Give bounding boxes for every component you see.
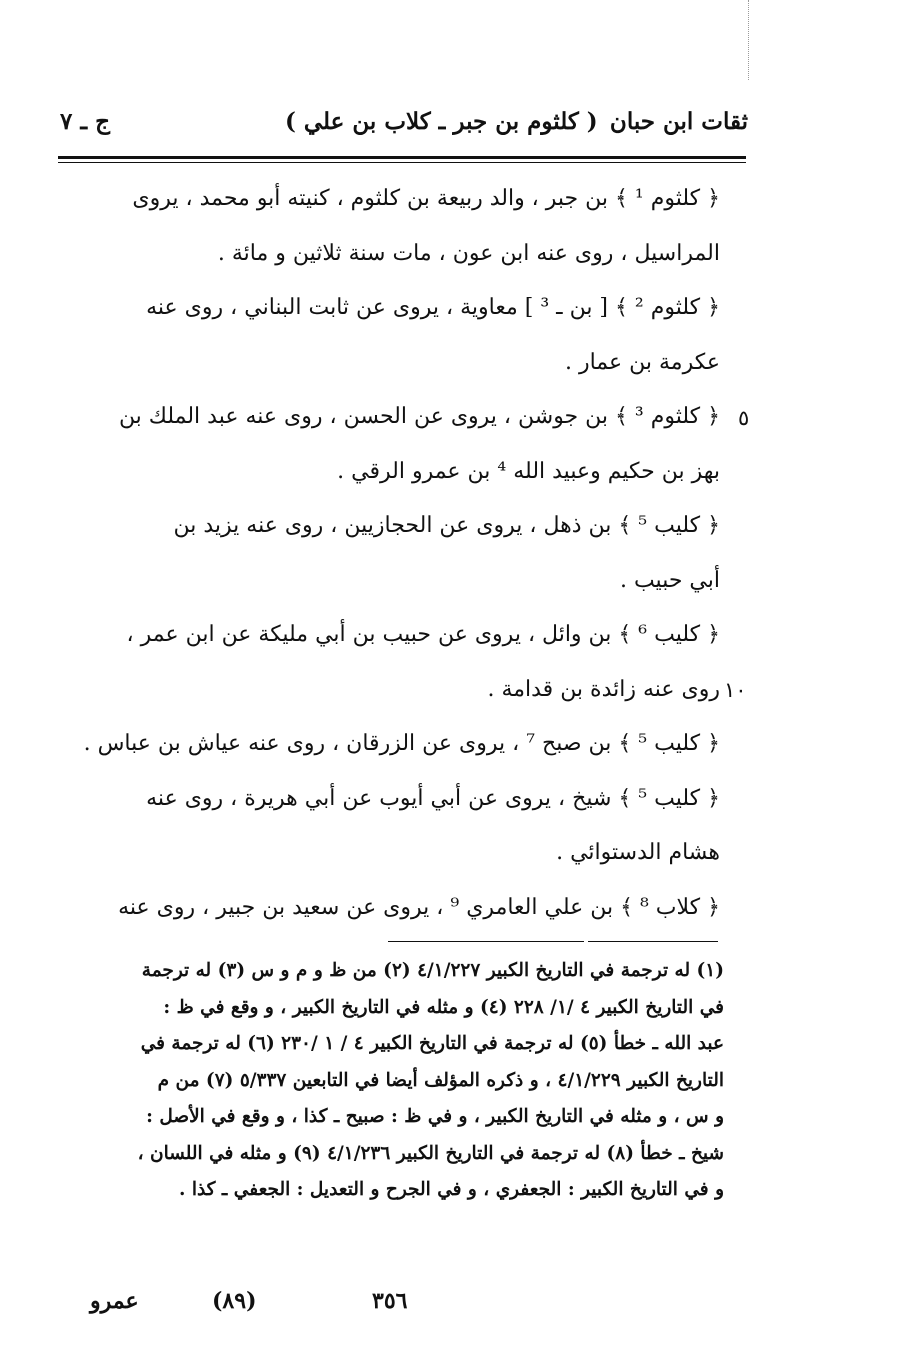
footnote-line: و في التاريخ الكبير : الجعفري ، و في الجرح و التعديل : الجعفي ـ كذا . bbox=[178, 1179, 724, 1200]
footnote-line: عبد الله ـ خطأ (٥) له ترجمة في التاريخ الكبير ٤ / ١ /٢٣٠ (٦) له ترجمة في bbox=[140, 1033, 724, 1054]
line-number-5: ٥ bbox=[738, 406, 750, 430]
scan-edge-dots bbox=[748, 0, 749, 80]
page-footer bbox=[90, 1288, 470, 1322]
entry-line: ﴿ كليب ⁵ ﴾ شيخ ، يروى عن أبي أيوب عن أبي هريرة ، روى عنه bbox=[146, 785, 720, 811]
entry-line: بهز بن حكيم وعبيد الله ⁴ بن عمرو الرقي . bbox=[337, 458, 720, 484]
page-number: ٣٥٦ bbox=[372, 1288, 408, 1314]
entry-kulthum-ibn-muawiya bbox=[60, 281, 720, 390]
entry-kulthum-ibn-jabr bbox=[60, 172, 720, 281]
entry-kilab-ibn-ali bbox=[60, 881, 720, 936]
entry-kulayb-ibn-dhuhl bbox=[60, 499, 720, 608]
entry-kulayb-ibn-subh bbox=[60, 717, 720, 772]
volume-label: ج ـ ٧ bbox=[60, 108, 110, 135]
line-number-10: ١٠ bbox=[724, 678, 747, 702]
entry-kulthum-ibn-jawshan bbox=[60, 390, 720, 499]
entry-line: ﴿ كلثوم ³ ﴾ بن جوشن ، يروى عن الحسن ، روى عنه عبد الملك بن bbox=[118, 404, 720, 429]
catchword: عمرو bbox=[90, 1288, 139, 1314]
entry-line: ﴿ كلثوم ¹ ﴾ بن جبر ، والد ربيعة بن كلثوم ، كنيته أبو محمد ، يروى bbox=[132, 186, 720, 211]
entry-line: عكرمة بن عمار . bbox=[564, 349, 720, 375]
entry-range: ( كلثوم بن جبر ـ كلاب بن علي ) bbox=[285, 108, 598, 135]
entry-line: ﴿ كليب ⁵ ﴾ بن ذهل ، يروى عن الحجازيين ، روى عنه يزيد بن bbox=[173, 513, 720, 538]
footnote-separator bbox=[388, 941, 584, 942]
entry-line: ﴿ كليب ⁶ ﴾ بن وائل ، يروى عن حبيب بن أبي مليكة عن ابن عمر ، bbox=[126, 622, 720, 647]
footnote-line: (١) له ترجمة في التاريخ الكبير ٤/١/٢٢٧ (٢) من ظ و م و س (٣) له ترجمة bbox=[141, 960, 724, 981]
header-rule-thick bbox=[58, 156, 746, 159]
footnote-line: التاريخ الكبير ٤/١/٢٢٩ ، و ذكره المؤلف أيضا في التابعين ٥/٣٣٧ (٧) من م bbox=[157, 1069, 724, 1091]
entry-line: ﴿ كليب ⁵ ﴾ بن صبح ⁷ ، يروى عن الزرقان ، روى عنه عياش بن عباس . bbox=[83, 731, 720, 756]
entry-kulayb-ibn-wail bbox=[60, 608, 720, 717]
entry-kulayb-shaykh bbox=[60, 772, 720, 881]
running-header bbox=[60, 108, 748, 148]
entry-line: هشام الدستوائي . bbox=[556, 840, 720, 865]
entry-line: ﴿ كلثوم ² ﴾ [ بن ـ ³ ] معاوية ، يروى عن ثابت البناني ، روى عنه bbox=[146, 295, 720, 320]
entry-line: ﴿ كلاب ⁸ ﴾ بن علي العامري ⁹ ، يروى عن سعيد بن جبير ، روى عنه bbox=[118, 894, 720, 920]
footnote-line: شيخ ـ خطأ (٨) له ترجمة في التاريخ الكبير ٤/١/٢٣٦ (٩) و مثله في اللسان ، bbox=[137, 1142, 724, 1164]
footnote-separator bbox=[588, 941, 718, 942]
footnote-line: في التاريخ الكبير ٤ /١/ ٢٢٨ (٤) و مثله في التاريخ الكبير ، و وقع في ظ : bbox=[163, 996, 724, 1018]
entry-line: روى عنه زائدة بن قدامة . bbox=[487, 676, 720, 702]
signature-mark: (٨٩) bbox=[212, 1288, 257, 1314]
footnotes bbox=[66, 953, 724, 1209]
main-text bbox=[60, 172, 720, 935]
entry-line: المراسيل ، روى عنه ابن عون ، مات سنة ثلاثين و مائة . bbox=[217, 240, 720, 266]
book-title: ثقات ابن حبان bbox=[609, 108, 748, 135]
footnote-line: و س ، و مثله في التاريخ الكبير ، و في ظ : صبيح ـ كذا ، و وقع في الأصل : bbox=[146, 1106, 724, 1127]
header-rule-thin bbox=[58, 162, 746, 163]
entry-line: أبي حبيب . bbox=[619, 567, 720, 593]
